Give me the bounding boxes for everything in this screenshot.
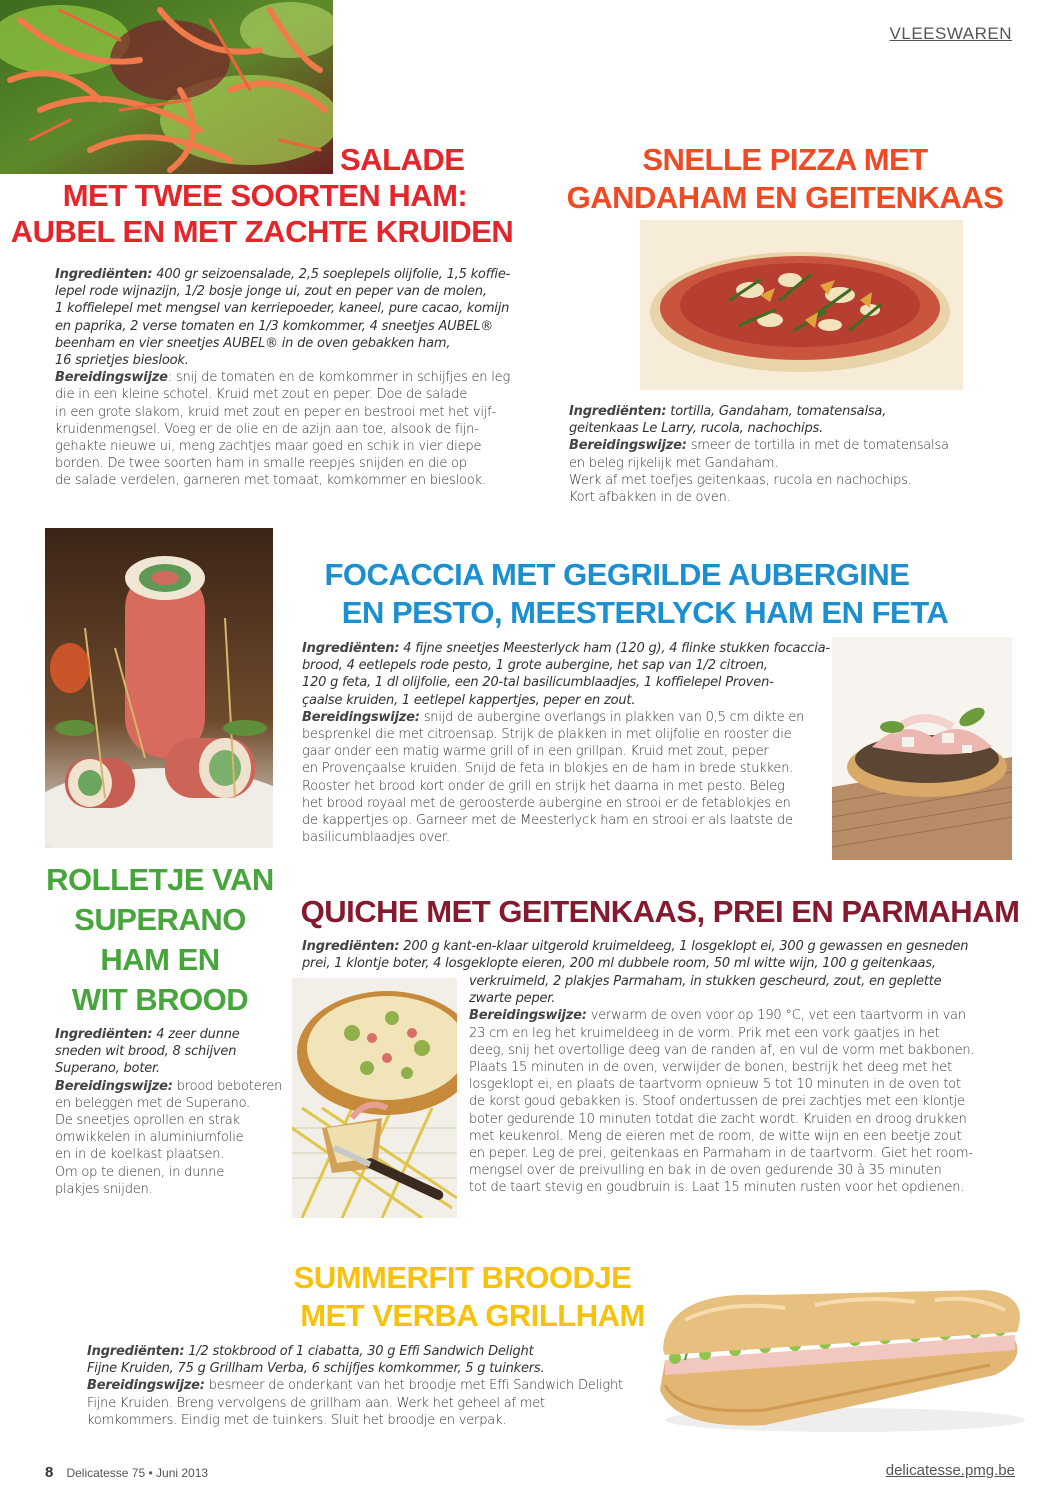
preparation-line: deeg, snij het overtollige deeg van de randen af, en vul de vorm met bakbonen. bbox=[469, 1042, 975, 1058]
ingredients-line: verkruimeld, 2 plakjes Parmaham, in stukken gescheurd, zout, en geplette bbox=[469, 974, 942, 989]
ingredients-line: Ingrediënten: tortilla, Gandaham, tomatensalsa, bbox=[569, 404, 887, 419]
preparation-line: komkommers. Eindig met de tuinkers. Sluit het broodje en verpak. bbox=[87, 1412, 507, 1428]
preparation-line: losgeklopt ei, en plaats de taartvorm opnieuw 5 tot 10 minuten in de oven tot bbox=[469, 1077, 961, 1093]
preparation-line: en Provençaalse kruiden. Snijd de feta in blokjes en de ham in brede stukken. bbox=[302, 761, 794, 777]
ingredients-line: Ingrediënten: 400 gr seizoensalade, 2,5 soeplepels olijfolie, 1,5 koffie- bbox=[55, 267, 511, 282]
sandwich-photo bbox=[645, 1250, 1030, 1450]
preparation-line: Kort afbakken in de oven. bbox=[569, 490, 731, 506]
ingredients-label: Ingrediënten: bbox=[87, 1344, 185, 1359]
title-line: MET TWEE SOORTEN HAM: bbox=[62, 178, 468, 213]
ingredients-line: çaalse kruiden, 1 eetlepel kappertjes, peper en zout. bbox=[302, 692, 636, 708]
preparation-line: borden. De twee soorten ham in smalle reepjes snijden en die op bbox=[55, 456, 467, 472]
preparation-label: Bereidingswijze: bbox=[469, 1008, 587, 1024]
ingredients-line: prei, 1 klontje boter, 4 losgeklopte eieren, 200 ml dubbele room, 50 ml witte wijn, 100 g geitenkaas, bbox=[302, 956, 936, 972]
quiche-ingredients bbox=[302, 938, 1012, 972]
summerfit-title bbox=[293, 1258, 645, 1336]
preparation-line: Fijne Kruiden. Breng vervolgens de grillham aan. Werk het geheel af met bbox=[87, 1395, 545, 1411]
preparation-line: gaar onder een matig warme grill of in een grillpan. Kruid met zout, peper bbox=[302, 744, 769, 760]
ingredients-label: Ingrediënten: bbox=[302, 641, 400, 656]
preparation-label: Bereidingswijze: bbox=[55, 1078, 173, 1094]
ingredients-line: Superano, boter. bbox=[55, 1061, 160, 1077]
ingredients-line: geitenkaas Le Larry, rucola, nachochips. bbox=[569, 421, 824, 437]
preparation-line: boter gedurende 10 minuten totdat die zacht wordt. Kruiden en droog drukken bbox=[469, 1111, 967, 1127]
ingredients-line: 16 sprietjes bieslook. bbox=[55, 353, 189, 369]
salade-title bbox=[10, 140, 560, 252]
ingredients-line: brood, 4 eetlepels rode pesto, 1 grote aubergine, het sap van 1/2 citroen, bbox=[302, 658, 768, 674]
rolletje-title bbox=[45, 860, 275, 1020]
ingredients-line: sneden wit brood, 8 schijven bbox=[55, 1044, 237, 1060]
focaccia-photo bbox=[832, 637, 1012, 860]
title-line: SUMMERFIT BROODJE bbox=[293, 1260, 632, 1295]
ingredients-line: beenham en vier sneetjes AUBEL® in de oven gebakken ham, bbox=[55, 335, 451, 351]
preparation-label: Bereidingswijze: bbox=[87, 1378, 205, 1394]
summerfit-text bbox=[87, 1343, 647, 1429]
preparation-line: basilicumblaadjes over. bbox=[302, 830, 450, 846]
quiche-photo bbox=[292, 978, 457, 1218]
ingredients-line: lepel rode wijnazijn, 1/2 bosje jonge ui, zout en peper van de molen, bbox=[55, 284, 487, 300]
ingredients-line: 120 g feta, 1 dl olijfolie, een 20-tal basilicumblaadjes, 1 koffielepel Proven- bbox=[302, 675, 774, 691]
preparation-line: Bereidingswijze: smeer de tortilla in met de tomatensalsa bbox=[569, 438, 949, 454]
footer bbox=[45, 1462, 1015, 1484]
preparation-line: 23 cm en leg het kruimeldeeg in de vorm. Prik met een vork gaatjes in het bbox=[469, 1025, 940, 1041]
preparation-line: Bereidingswijze: verwarm de oven voor op 190 °C, vet een taartvorm in van bbox=[469, 1008, 966, 1024]
preparation-line: Bereidingswijze: besmeer de onderkant van het broodje met Effi Sandwich Delight bbox=[87, 1378, 623, 1394]
preparation-line: in een grote slakom, kruid met zout en peper en bestrooi met het vijf- bbox=[55, 404, 497, 420]
preparation-line: en beleg rijkelijk met Gandaham. bbox=[569, 455, 779, 471]
title-line: FOCACCIA MET GEGRILDE AUBERGINE bbox=[324, 557, 910, 592]
rolletje-text bbox=[55, 1026, 283, 1198]
preparation-line: het brood royaal met de geroosterde aubergine en strooi er de fetablokjes en bbox=[302, 795, 791, 811]
title-line: QUICHE MET GEITENKAAS, PREI EN PARMAHAM bbox=[300, 894, 1020, 929]
ingredients-line: en paprika, 2 verse tomaten en 1/3 komkommer, 4 sneetjes AUBEL® bbox=[55, 318, 494, 334]
preparation-label: Bereidingswijze: bbox=[569, 438, 687, 454]
magazine-issue: Delicatesse 75 • Juni 2013 bbox=[66, 1466, 209, 1480]
ingredients-label: Ingrediënten: bbox=[302, 939, 400, 954]
preparation-line: plakjes snijden. bbox=[55, 1181, 153, 1197]
preparation-line: de salade verdelen, garneren met tomaat, komkommer en bieslook. bbox=[55, 473, 486, 489]
title-line: MET VERBA GRILLHAM bbox=[300, 1298, 645, 1333]
ingredients-label: Ingrediënten: bbox=[569, 404, 667, 419]
section-label: VLEESWAREN bbox=[889, 24, 1012, 43]
quiche-text bbox=[469, 973, 1014, 1197]
title-line: EN PESTO, MEESTERLYCK HAM EN FETA bbox=[341, 595, 949, 630]
focaccia-title bbox=[320, 555, 970, 633]
ingredients-label: Ingrediënten: bbox=[55, 267, 153, 282]
ingredients-line: Ingrediënten: 4 fijne sneetjes Meesterlyck ham (120 g), 4 flinke stukken focaccia- bbox=[302, 641, 830, 656]
preparation-line: Om op te dienen, in dunne bbox=[55, 1164, 225, 1180]
ingredients-line: Ingrediënten: 4 zeer dunne bbox=[55, 1027, 240, 1042]
focaccia-text bbox=[302, 640, 830, 846]
title-line: HAM EN bbox=[100, 942, 220, 977]
preparation-label: Bereidingswijze: bbox=[302, 709, 420, 725]
quiche-title bbox=[300, 892, 1020, 932]
preparation-line: omwikkelen in aluminiumfolie bbox=[55, 1130, 244, 1146]
title-line: SNELLE PIZZA MET bbox=[642, 142, 928, 177]
preparation-line: Werk af met toefjes geitenkaas, rucola en nachochips. bbox=[569, 472, 912, 488]
preparation-line: kruidenmengsel. Voeg er de olie en de azijn aan toe, alsook de fijn- bbox=[55, 421, 479, 437]
title-line: SUPERANO bbox=[74, 902, 246, 937]
ingredients-line: Ingrediënten: 1/2 stokbrood of 1 ciabatta, 30 g Effi Sandwich Delight bbox=[87, 1344, 534, 1359]
ingredients-line: 1 koffielepel met mengsel van kerriepoeder, kaneel, pure cacao, komijn bbox=[55, 301, 510, 317]
ingredients-line: Ingrediënten: 200 g kant-en-klaar uitgerold kruimeldeeg, 1 losgeklopt ei, 300 g gewassen en gesneden bbox=[302, 939, 969, 954]
preparation-line: en in de koelkast plaatsen. bbox=[55, 1147, 225, 1163]
ingredients-label: Ingrediënten: bbox=[55, 1027, 153, 1042]
preparation-line: de kappertjes op. Garneer met de Meesterlyck ham en strooi er als laatste de bbox=[302, 813, 793, 829]
ham-roll-photo bbox=[45, 528, 273, 848]
page-number: 8 bbox=[45, 1464, 54, 1481]
ingredients-line: zwarte peper. bbox=[469, 991, 556, 1007]
preparation-line: Bereidingswijze: snij de tomaten en de komkommer in schijfjes en leg bbox=[55, 370, 511, 386]
salade-text bbox=[55, 266, 545, 490]
preparation-line: de korst goud gebakken is. Stoof ondertussen de prei zachtjes met een klontje bbox=[469, 1094, 965, 1110]
preparation-line: besprenkel die met citroensap. Strijk de plakken in met olijfolie en rooster die bbox=[302, 727, 792, 743]
title-line: SALADE bbox=[340, 142, 465, 177]
preparation-line: gehakte nieuwe ui, meng zachtjes maar goed en schik in vier diepe bbox=[55, 439, 482, 455]
preparation-line: Bereidingswijze: brood beboteren bbox=[55, 1078, 283, 1094]
preparation-line: Plaats 15 minuten in de oven, verwijder de bonen, bestrijk het deeg met het bbox=[469, 1060, 952, 1076]
title-line: GANDAHAM EN GEITENKAAS bbox=[566, 180, 1004, 215]
preparation-line: mengsel over de preivulling en bak in de oven gedurende 30 à 35 minuten bbox=[469, 1163, 942, 1179]
preparation-line: die in een kleine schotel. Kruid met zout en peper. Doe de salade bbox=[55, 387, 468, 403]
preparation-line: Bereidingswijze: snijd de aubergine overlangs in plakken van 0,5 cm dikte en bbox=[302, 709, 805, 725]
preparation-line: en beleggen met de Superano. bbox=[55, 1095, 251, 1111]
preparation-line: en peper. Leg de prei, geitenkaas en Parmaham in de taartvorm. Giet het room- bbox=[469, 1146, 973, 1162]
preparation-line: De sneetjes oprollen en strak bbox=[55, 1113, 240, 1129]
preparation-line: tot de taart stevig en goudbruin is. Laat 15 minuten rusten voor het opdienen. bbox=[469, 1180, 965, 1196]
title-line: ROLLETJE VAN bbox=[46, 862, 274, 897]
website-link[interactable]: delicatesse.pmg.be bbox=[885, 1462, 1015, 1479]
title-line: WIT BROOD bbox=[71, 982, 249, 1017]
preparation-label: Bereidingswijze bbox=[55, 370, 168, 386]
ingredients-line: Fijne Kruiden, 75 g Grillham Verba, 6 schijfjes komkommer, 5 g tuinkers. bbox=[87, 1361, 545, 1377]
pizza-text bbox=[569, 403, 969, 506]
title-line: AUBEL EN MET ZACHTE KRUIDEN bbox=[10, 214, 514, 249]
pizza-photo bbox=[640, 220, 963, 390]
pizza-title bbox=[560, 140, 1010, 218]
preparation-line: Rooster het brood kort onder de grill en strijk het daarna in met pesto. Beleg bbox=[302, 778, 785, 794]
preparation-line: met keukenrol. Meng de eieren met de room, de witte wijn en een beetje zout bbox=[469, 1128, 962, 1144]
